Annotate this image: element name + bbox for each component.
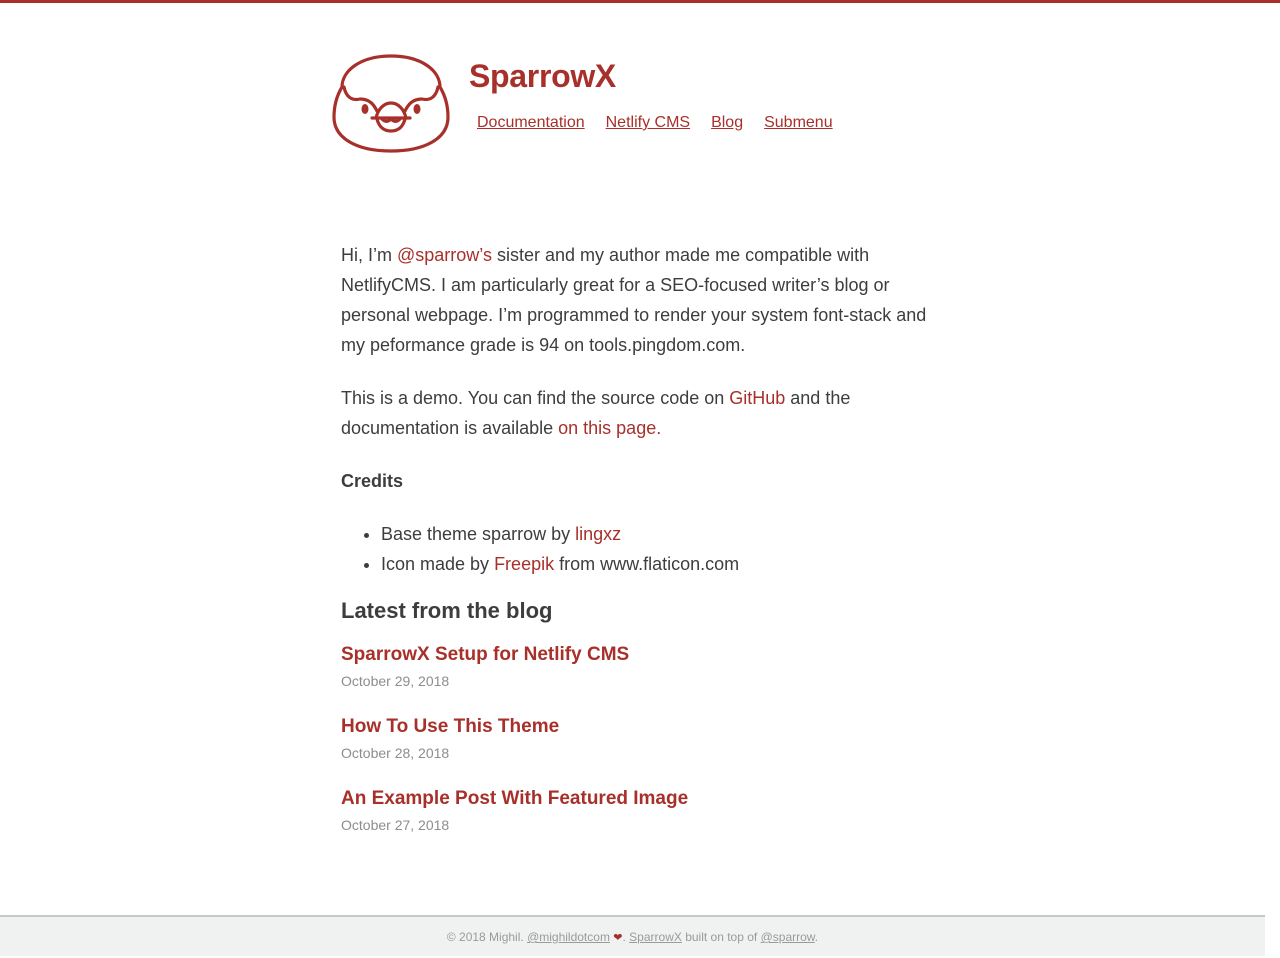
post-date: October 28, 2018 (341, 745, 450, 761)
footer-text: built on top of (681, 930, 761, 944)
post-title-link[interactable]: SparrowX Setup for Netlify CMS (341, 644, 630, 665)
intro-text: sister and my author made me compatible with NetlifyCMS. I am particularly great for a SEO-focused writer’s blog or personal webpage. I’m programmed to render your system font-stack and my peformance grade is 94 on tools.pingdom.com. (341, 245, 927, 355)
credit-text: from www.flaticon.com (554, 554, 740, 574)
intro-paragraph (341, 240, 951, 360)
credit-text: Icon made by (381, 554, 495, 574)
nav-documentation[interactable]: Documentation (477, 114, 585, 131)
main-nav (477, 114, 854, 132)
twitter-bird-icon: ❤ (613, 932, 623, 944)
post-title-link[interactable]: An Example Post With Featured Image (341, 788, 689, 809)
copyright-text: © 2018 Mighil. (446, 930, 528, 944)
credits-heading: Credits (341, 471, 404, 491)
blog-post (341, 786, 951, 838)
demo-text: This is a demo. You can find the source code on (341, 388, 730, 408)
blog-post (341, 642, 951, 694)
nav-blog[interactable]: Blog (711, 114, 744, 131)
credit-item (381, 519, 951, 549)
nav-netlify-cms[interactable]: Netlify CMS (605, 114, 691, 131)
post-date: October 27, 2018 (341, 817, 450, 833)
footer-sep: . (622, 930, 630, 944)
demo-text: and the documentation is available (341, 388, 851, 438)
documentation-page-link[interactable]: on this page. (558, 418, 662, 438)
main-content (341, 240, 951, 858)
lingxz-link[interactable]: lingxz (575, 524, 622, 544)
intro-text: Hi, I’m (341, 245, 397, 265)
site-title[interactable]: SparrowX (469, 58, 616, 94)
credit-text: Base theme sparrow by (381, 524, 576, 544)
credit-item (381, 549, 951, 579)
nav-submenu[interactable]: Submenu (764, 114, 833, 131)
site-footer (0, 915, 1265, 956)
site-header (332, 53, 952, 158)
sparrowx-link[interactable]: SparrowX (629, 930, 682, 944)
freepik-link[interactable]: Freepik (494, 554, 555, 574)
demo-paragraph (341, 383, 951, 443)
footer-text: . (814, 930, 819, 944)
sparrow-base-link[interactable]: @sparrow (760, 930, 815, 944)
sparrow-link[interactable]: @sparrow’s (397, 245, 492, 265)
blog-post (341, 714, 951, 766)
post-title-link[interactable]: How To Use This Theme (341, 716, 560, 737)
twitter-handle-link[interactable]: @mighildotcom (527, 930, 610, 944)
post-date: October 29, 2018 (341, 673, 450, 689)
credits-list (341, 519, 951, 579)
blog-heading: Latest from the blog (341, 598, 553, 623)
github-link[interactable]: GitHub (729, 388, 786, 408)
sparrow-face-icon[interactable] (332, 53, 450, 155)
